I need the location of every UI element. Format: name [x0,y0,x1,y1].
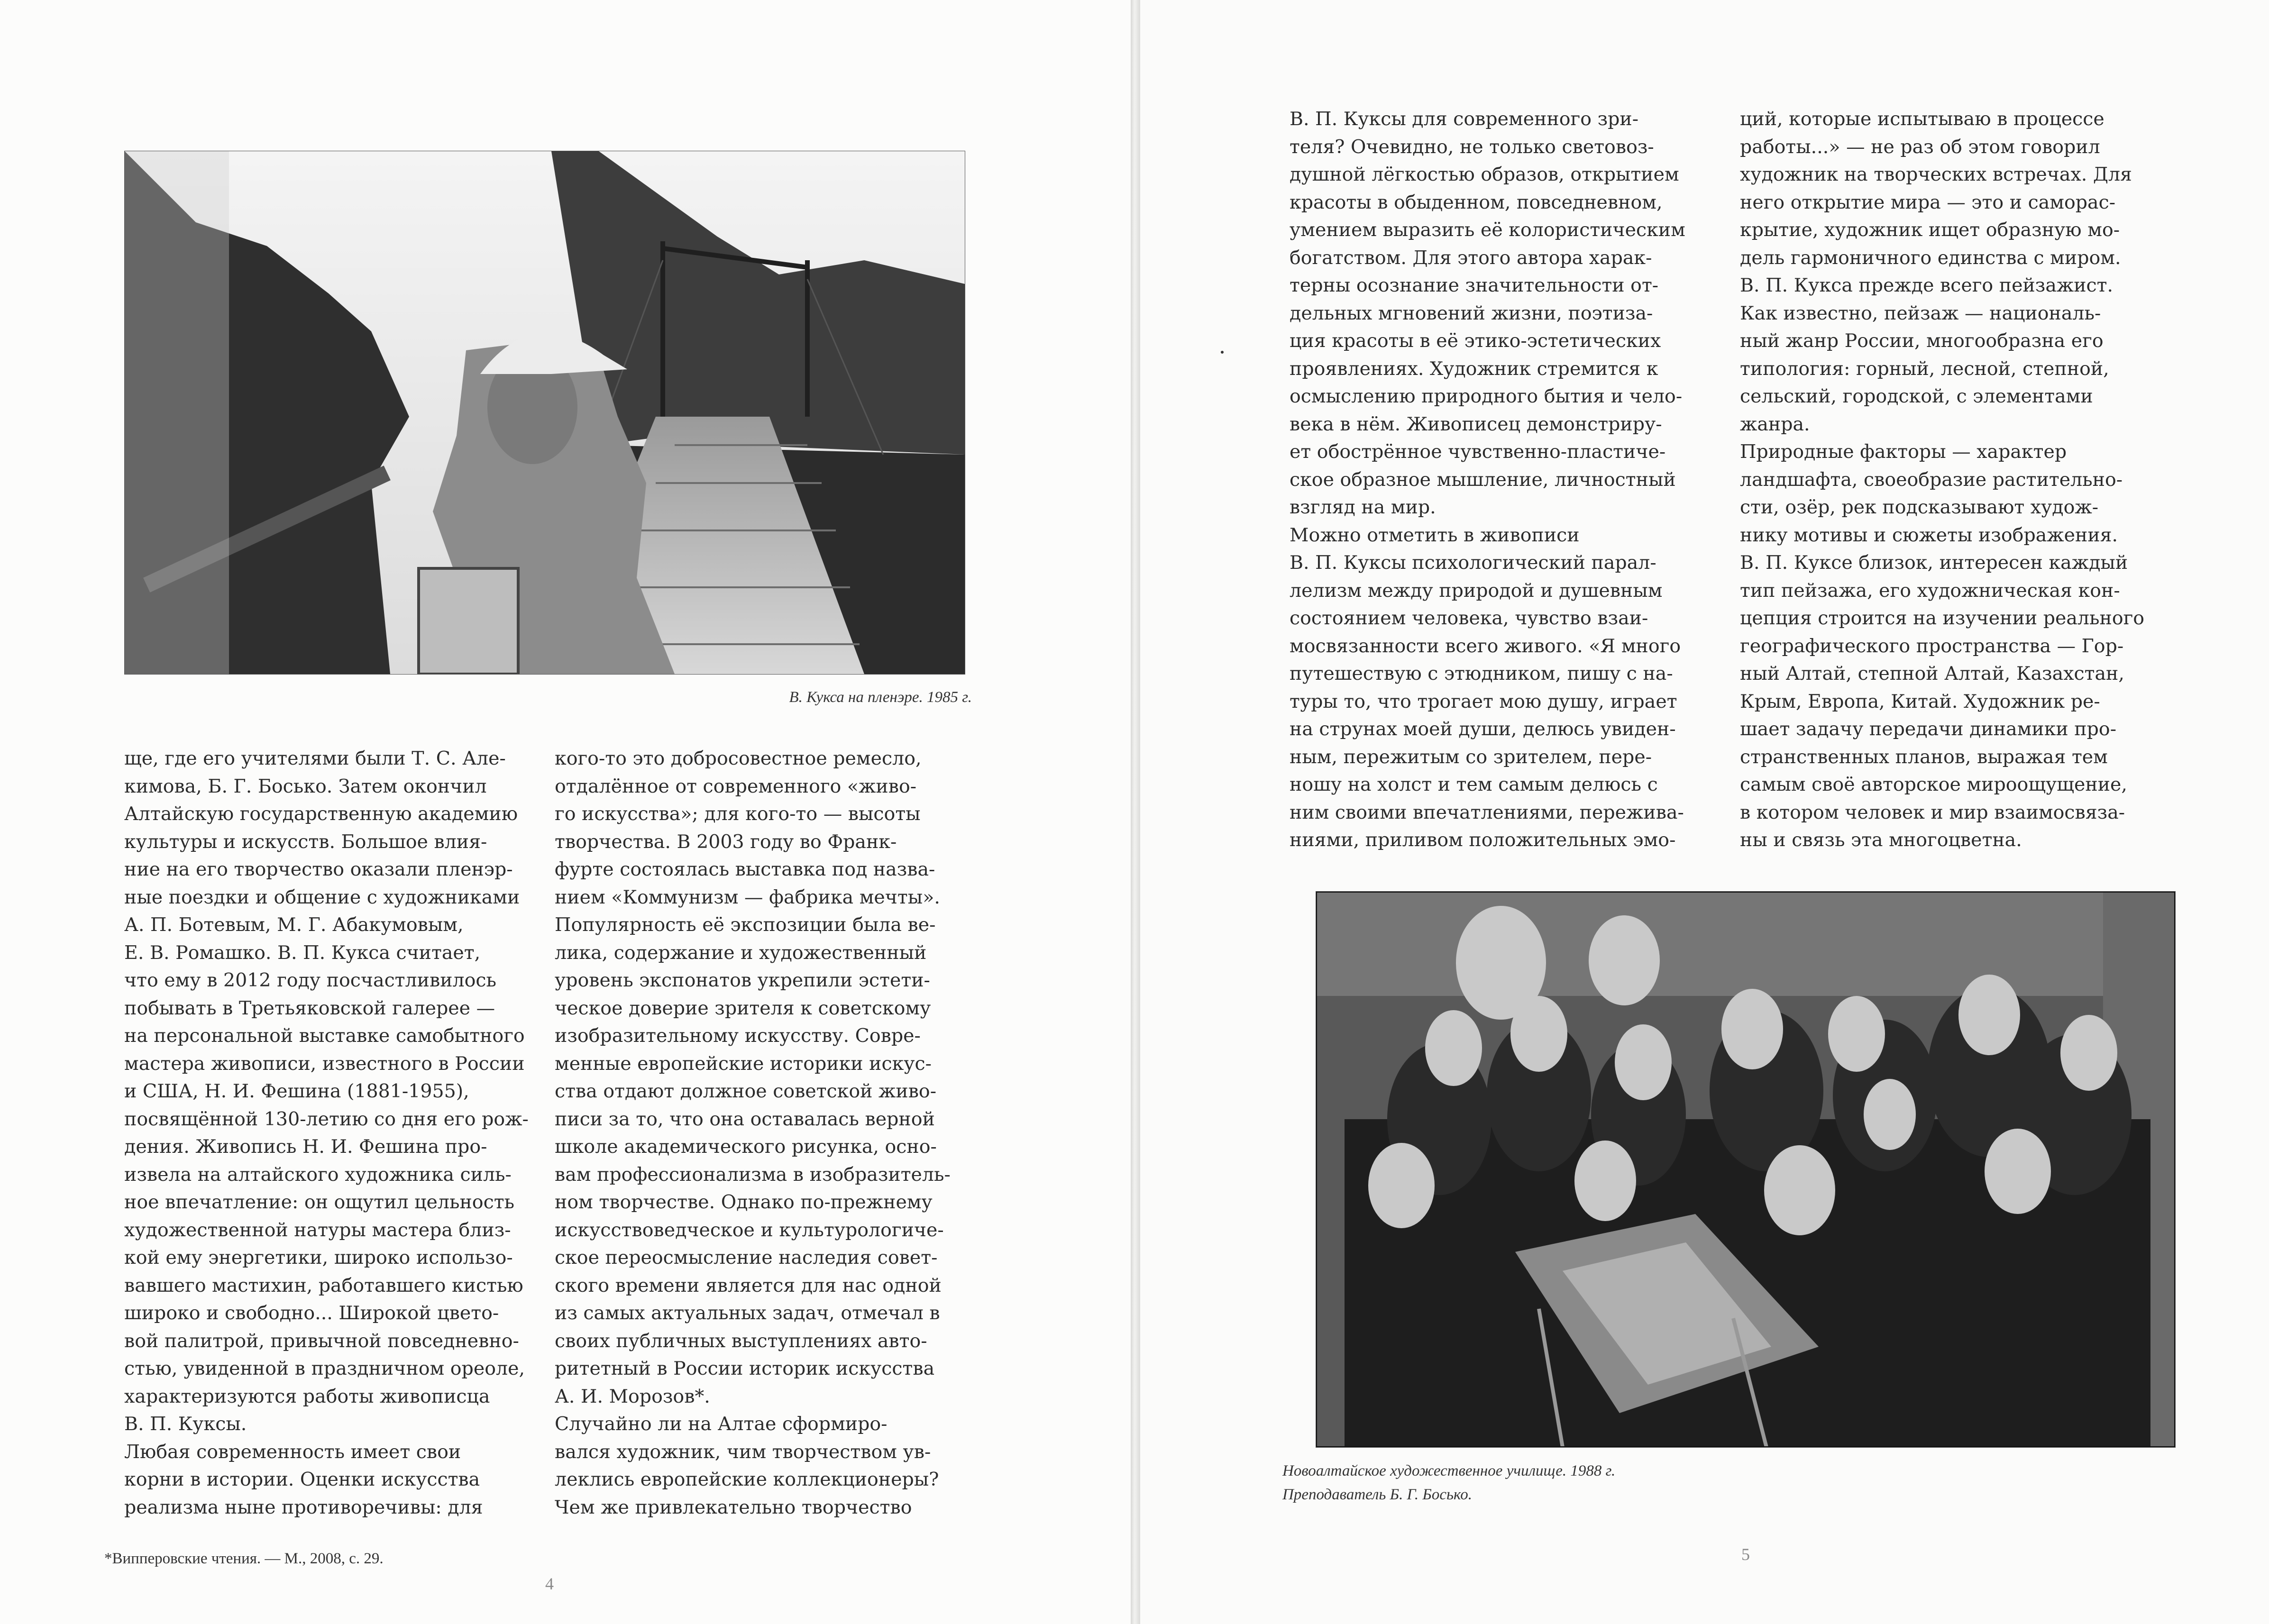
book-gutter [1131,0,1140,1624]
left-page-column-2: кого-то это добросовестное ремесло, отдалённое от современного «живо- го искусства»; для кого-то — высоты творчества. В 2003 году во Франк- фурте состоялась выставка под назва- нием «Коммунизм — фабрика мечты». Популярность её экспозиции была ве- лика, содержание и художественный уровень экспонатов укрепили эстети- ческое доверие зрителя к советскому изобразительному искусству. Совре- менные европейские историки искус- ства отдают должное советской живо- писи за то, что она оставалась верной школе академического рисунка, осно- вам профессионализма в изобразитель- ном творчестве. Однако по-прежнему искусствоведческое и культурологиче- ское переосмысление наследия совет- ского времени является для нас одной из самых актуальных задач, отмечал в своих публичных выступлениях авто- ритетный в России историк искусства А. И. Морозов*. Случайно ли на Алтае сформиро- вался художник, чим творчеством ув- леклись европейские коллекционеры? Чем же привлекательно творчество [555,748,951,1518]
group-photo-caption-line-2: Преподаватель Б. Г. Босько. [1282,1486,1472,1503]
page-number: 4 [545,1574,554,1593]
footnote: *Випперовские чтения. — М., 2008, с. 29. [104,1550,384,1567]
photo-artist-plein-air [124,151,965,675]
group-photo-caption-line-1: Новоалтайское художественное училище. 1988 г. [1282,1462,1616,1479]
left-page-column-1: ще, где его учителями были Т. С. Але- кимова, Б. Г. Босько. Затем окончил Алтайскую государственную академию культуры и искусств. Большое влия- ние на его творчество оказали пленэр- ные поездки и общение с художниками А. П. Ботевым, М. Г. Абакумовым, Е. В. Ромашко. В. П. Кукса считает, что ему в 2012 году посчастливилось побывать в Третьяковской галерее — на персональной выставке самобытного мастера живописи, известного в России и США, Н. И. Фешина (1881-1955), посвящённой 130-летию со дня его рож- дения. Живопись Н. И. Фешина про- извела на алтайского художника силь- ное впечатление: он ощутил цельность художественной натуры мастера близ- кой ему энергетики, широко использо- вавшего мастихин, работавшего кистью широко и свободно... Широкой цвето- вой палитрой, привычной повседневно- стью, увиденной в праздничном ореоле, характеризуются работы живописца В. П. Куксы. Любая современность имеет свои корни в истории. Оценки искусства реализма ныне противоречивы: для [124,748,529,1518]
page-number: 5 [1741,1545,1750,1564]
photo-caption: В. Кукса на пленэре. 1985 г. [789,689,972,706]
photo-art-school-group [1316,891,2176,1448]
right-page [1140,0,2269,1624]
right-page-column-2: ций, которые испытываю в процессе работы...» — не раз об этом говорил художник на творческих встречах. Для него открытие мира — это и саморас- крытие, художник ищет образную мо- дель гармоничного единства с миром. В. П. Кукса прежде всего пейзажист. Как известно, пейзаж — националь- ный жанр России, многообразна его типология: горный, лесной, степной, сельский, городской, с элементами жанра. Природные факторы — характер ландшафта, своеобразие растительно- сти, озёр, рек подсказывают худож- нику мотивы и сюжеты изображения. В. П. Куксе близок, интересен каждый тип пейзажа, его художническая кон- цепция строится на изучении реального географического пространства — Гор- ный Алтай, степной Алтай, Казахстан, Крым, Европа, Китай. Художник ре- шает задачу передачи динамики про- странственных планов, выражая тем самым своё авторское мироощущение, в котором человек и мир взаимосвяза- ны и связь эта многоцветна. [1740,108,2145,851]
page-speck [1221,351,1224,354]
left-page [0,0,1131,1624]
right-page-column-1: В. П. Куксы для современного зри- теля? Очевидно, не только световоз- душной лёгкостью образов, открытием красоты в обыденном, повседневном, умением выразить её колористическим богатством. Для этого автора харак- терны осознание значительности от- дельных мгновений жизни, поэтиза- ция красоты в её этико-эстетических проявлениях. Художник стремится к осмыслению природного бытия и чело- века в нём. Живописец демонстриру- ет обострённое чувственно-пластиче- ское образное мышление, личностный взгляд на мир. Можно отметить в живописи В. П. Куксы психологический парал- лелизм между природой и душевным состоянием человека, чувство взаи- мосвязанности всего живого. «Я много путешествую с этюдником, пишу с на- туры то, что трогает мою душу, играет на струнах моей души, делюсь увиден- ным, пережитым со зрителем, пере- ношу на холст и тем самым делюсь с ним своими впечатлениями, пережива- ниями, приливом положительных эмо- [1290,108,1685,851]
